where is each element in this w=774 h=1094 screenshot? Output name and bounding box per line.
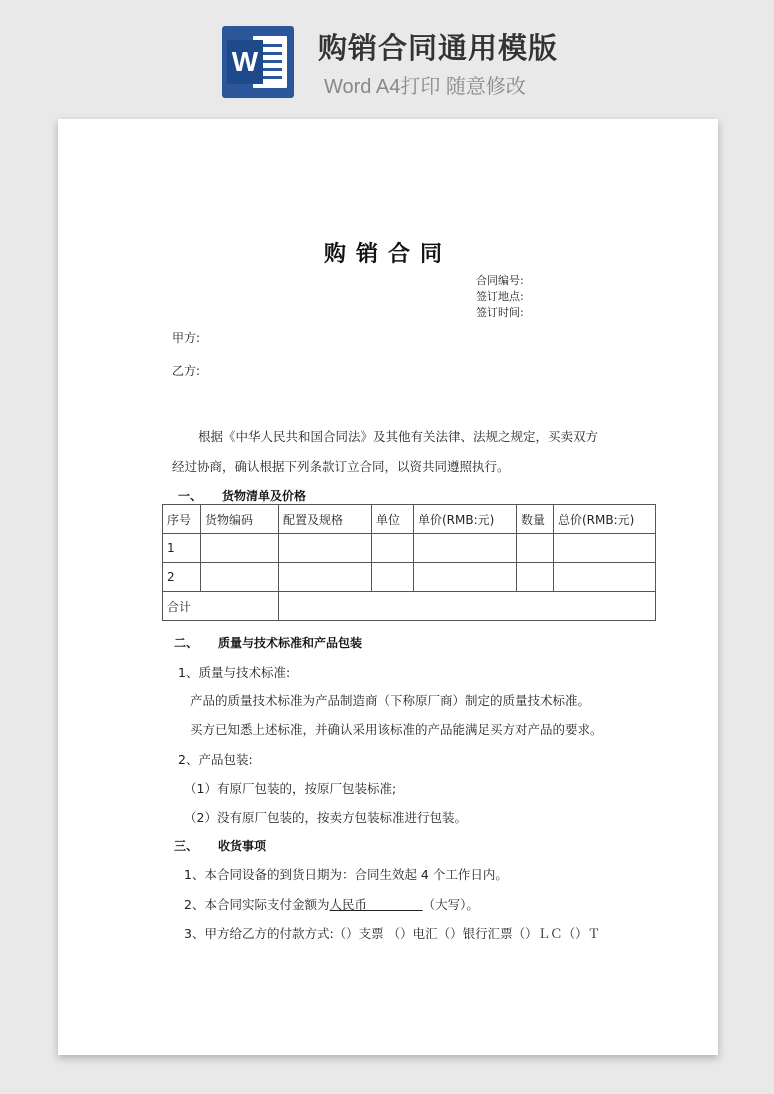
- table-cell[interactable]: [554, 534, 656, 563]
- table-cell[interactable]: [414, 563, 517, 592]
- table-header-row: [163, 505, 656, 534]
- s3-line-2-suffix: （大写）。: [422, 897, 479, 912]
- section-2-title: 质量与技术标准和产品包装: [218, 636, 363, 650]
- total-label: 合计: [163, 592, 279, 621]
- table-cell[interactable]: [372, 534, 414, 563]
- table-row: [163, 534, 656, 563]
- col-header-index: 序号: [163, 505, 201, 534]
- document-title: 购销合同: [323, 242, 452, 267]
- table-cell[interactable]: [201, 563, 279, 592]
- col-header-code: 货物编码: [201, 505, 279, 534]
- template-header: [0, 0, 774, 118]
- section-2-number: 二、: [174, 636, 199, 650]
- contract-number-label: 合同编号:: [476, 274, 524, 287]
- s2-line-2: 产品的质量技术标准为产品制造商（下称原厂商）制定的质量技术标准。: [190, 693, 591, 708]
- s2-line-1: 1、质量与技术标准:: [178, 665, 291, 680]
- signing-time-label: 签订时间:: [476, 306, 524, 319]
- section-3-number: 三、: [174, 839, 199, 853]
- section-1-heading: [178, 487, 306, 504]
- section-1-title: 货物清单及价格: [222, 489, 307, 503]
- section-1-number: 一、: [178, 489, 203, 503]
- table-cell[interactable]: [201, 534, 279, 563]
- contract-meta: [476, 273, 524, 321]
- section-3-title: 收货事项: [218, 839, 267, 853]
- s3-line-3: 3、甲方给乙方的付款方式:（）支票 （）电汇（）银行汇票（）ＬＣ（）Ｔ: [184, 926, 601, 941]
- col-header-unit-price: 单价(RMB:元): [414, 505, 517, 534]
- table-cell[interactable]: [554, 563, 656, 592]
- signing-place-label: 签订地点:: [476, 290, 524, 303]
- section-2-heading: [174, 634, 362, 651]
- goods-table: [162, 504, 656, 621]
- col-header-qty: 数量: [517, 505, 554, 534]
- header-title: 购销合同通用模版: [318, 31, 559, 65]
- document-page: [58, 119, 718, 1055]
- s3-line-2: [184, 895, 479, 913]
- table-cell[interactable]: 2: [163, 563, 201, 592]
- party-b-label: 乙方:: [172, 364, 201, 378]
- table-cell[interactable]: [517, 563, 554, 592]
- logo-letter: W: [227, 40, 263, 84]
- word-logo-icon: [222, 26, 294, 98]
- header-subtitle: Word A4打印 随意修改: [324, 76, 526, 98]
- col-header-total: 总价(RMB:元): [554, 505, 656, 534]
- intro-line-1: 根据《中华人民共和国合同法》及其他有关法律、法规之规定，买卖双方: [198, 429, 599, 444]
- amount-field[interactable]: [329, 897, 422, 912]
- table-cell[interactable]: [372, 563, 414, 592]
- s2-line-6: （2）没有原厂包装的，按卖方包装标准进行包装。: [184, 810, 467, 825]
- s3-line-2-prefix: 2、本合同实际支付金额为: [184, 897, 330, 912]
- col-header-spec: 配置及规格: [279, 505, 372, 534]
- party-a-label: 甲方:: [172, 331, 201, 345]
- table-total-row: [163, 592, 656, 621]
- amount-currency: 人民币: [329, 897, 367, 912]
- total-value-cell[interactable]: [279, 592, 656, 621]
- section-3-heading: [174, 837, 266, 854]
- table-cell[interactable]: [517, 534, 554, 563]
- s2-line-5: （1）有原厂包装的，按原厂包装标准;: [184, 781, 397, 796]
- s3-line-1: 1、本合同设备的到货日期为：合同生效起 4 个工作日内。: [184, 867, 508, 882]
- table-cell[interactable]: [279, 534, 372, 563]
- table-cell[interactable]: 1: [163, 534, 201, 563]
- table-cell[interactable]: [279, 563, 372, 592]
- table-row: [163, 563, 656, 592]
- s2-line-4: 2、产品包装:: [178, 752, 253, 767]
- col-header-unit: 单位: [372, 505, 414, 534]
- s2-line-3: 买方已知悉上述标准，并确认采用该标准的产品能满足买方对产品的要求。: [190, 722, 603, 737]
- table-cell[interactable]: [414, 534, 517, 563]
- intro-line-2: 经过协商，确认根据下列条款订立合同，以资共同遵照执行。: [172, 459, 510, 474]
